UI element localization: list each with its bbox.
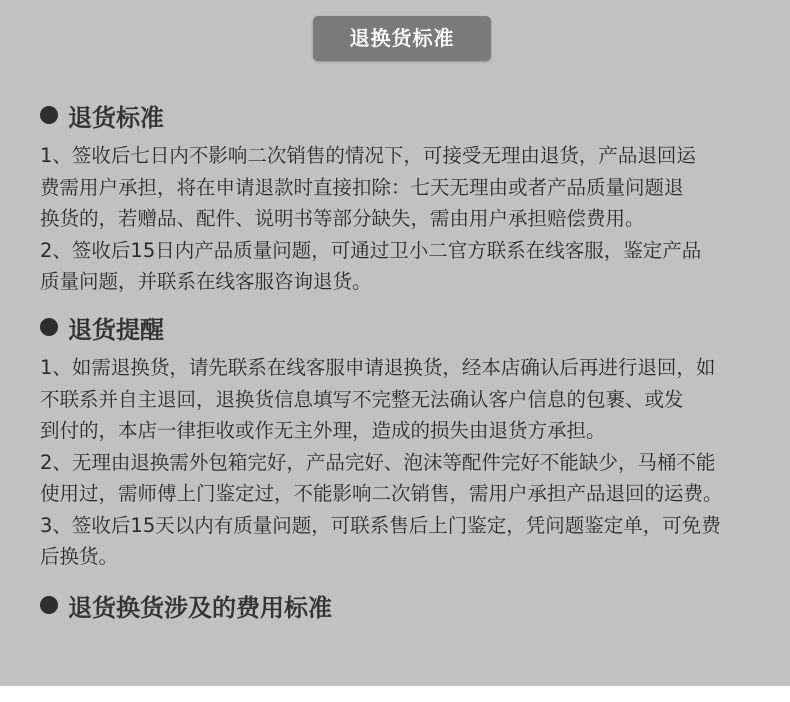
body-line: 不联系并自主退回，退换货信息填写不完整无法确认客户信息的包裹、或发 xyxy=(40,387,684,411)
bullet-dot-icon xyxy=(40,106,58,124)
body-line: 1、签收后七日内不影响二次销售的情况下，可接受无理由退货，产品退回运 xyxy=(40,144,696,167)
section-heading-fee-standard xyxy=(40,588,332,622)
body-line: 换货的，若赠品、配件、说明书等部分缺失，需由用户承担赔偿费用。 xyxy=(40,207,645,230)
bullet-dot-icon xyxy=(40,318,58,336)
body-line: 后换货。 xyxy=(40,545,119,568)
section-heading-text: 退货换货涉及的费用标准 xyxy=(68,593,332,622)
body-line: 2、无理由退换需外包箱完好，产品完好、泡沫等配件完好不能缺少，马桶不能 xyxy=(40,450,716,474)
body-line: 质量问题，并联系在线客服咨询退货。 xyxy=(40,270,372,293)
section-heading-text: 退货标准 xyxy=(68,103,164,132)
body-line: 1、如需退换货，请先联系在线客服申请退换货，经本店确认后再进行退回，如 xyxy=(40,356,716,379)
page-title-badge: 退换货标准 xyxy=(313,16,491,61)
section-heading-text: 退货提醒 xyxy=(68,315,164,344)
section-body-return-reminder xyxy=(40,352,785,573)
bullet-dot-icon xyxy=(40,596,58,614)
body-line: 使用过，需师傅上门鉴定过，不能影响二次销售，需用户承担产品退回的运费。 xyxy=(40,482,723,505)
body-line: 3、签收后15天以内有质量问题，可联系售后上门鉴定，凭问题鉴定单，可免费 xyxy=(40,513,721,537)
section-heading-return-reminder xyxy=(40,310,164,344)
section-body-return-standard xyxy=(40,140,785,298)
body-line: 到付的，本店一律拒收或作无主外理，造成的损失由退货方承担。 xyxy=(40,419,606,442)
body-line: 2、签收后15日内产品质量问题，可通过卫小二官方联系在线客服，鉴定产品 xyxy=(40,238,702,262)
body-line: 费需用户承担，将在申请退款时直接扣除：七天无理由或者产品质量问题退 xyxy=(40,175,684,199)
section-heading-return-standard xyxy=(40,98,164,132)
